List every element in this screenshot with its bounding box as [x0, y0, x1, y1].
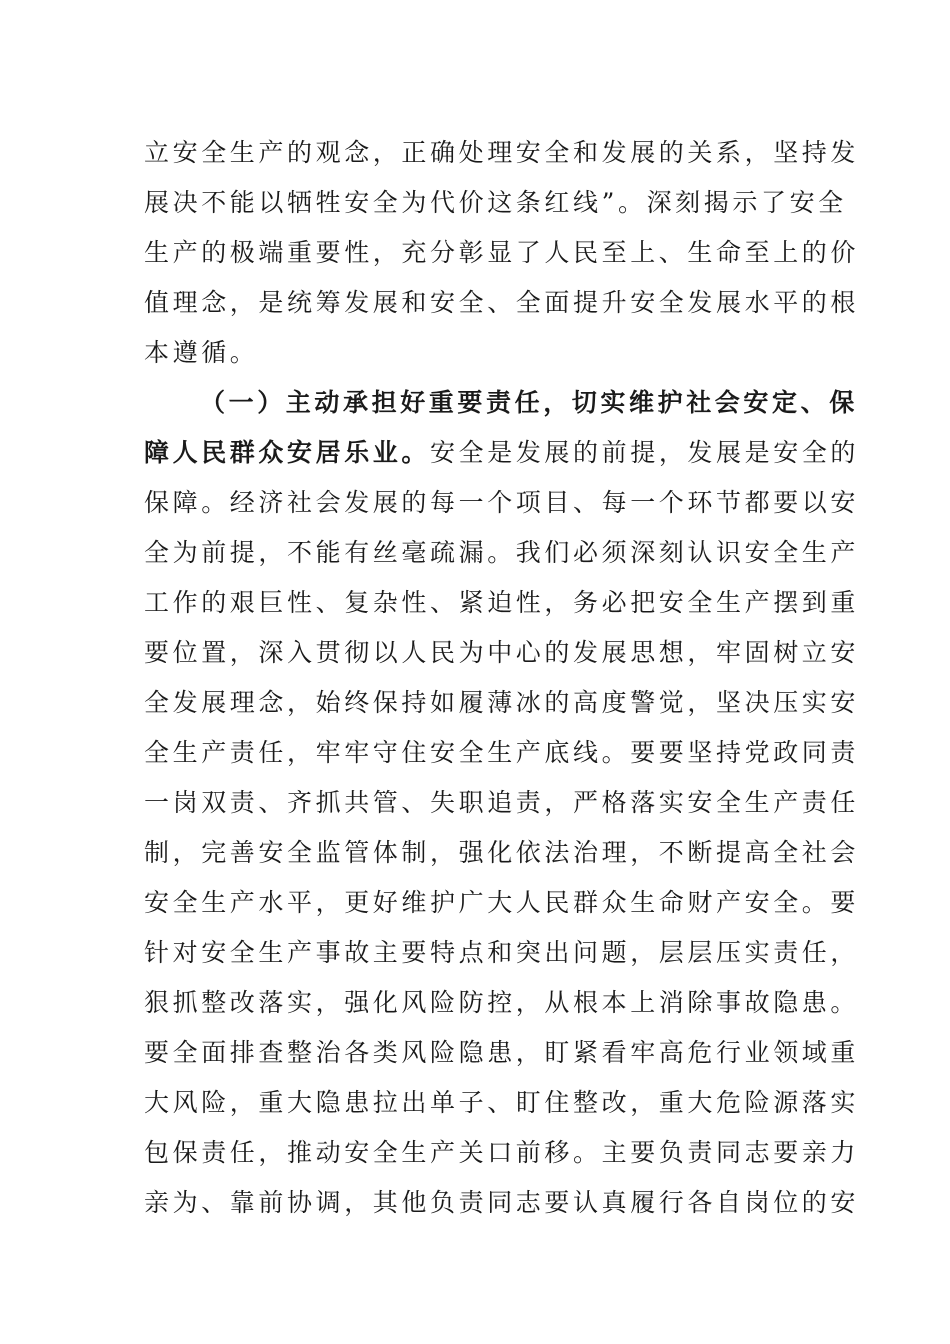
- para1-line-4: 值理念，是统筹发展和安全、全面提升安全发展水平的根: [144, 288, 860, 317]
- para2-line: 全发展理念，始终保持如履薄冰的高度警觉，坚决压实安: [144, 688, 860, 717]
- para2-line: 制，完善安全监管体制，强化依法治理，不断提高全社会: [144, 838, 860, 867]
- section-heading-line-2: 障人民群众安居乐业。: [144, 438, 431, 467]
- para2-line: 全生产责任，牢牢守住安全生产底线。要要坚持党政同责: [144, 738, 860, 767]
- para1-line-2: 展决不能以牺牲安全为代价这条红线”。深刻揭示了安全: [144, 188, 847, 217]
- para2-line: 安全生产水平，更好维护广大人民群众生命财产安全。要: [144, 888, 860, 917]
- para2-line: 要全面排查整治各类风险隐患，盯紧看牢高危行业领域重: [144, 1038, 860, 1067]
- para2-line: 针对安全生产事故主要特点和突出问题，层层压实责任，: [144, 938, 860, 967]
- para2-line-2: [144, 428, 860, 478]
- para2-line: 保障。经济社会发展的每一个项目、每一个环节都要以安: [144, 488, 860, 517]
- para1-line-3: 生产的极端重要性，充分彰显了人民至上、生命至上的价: [144, 238, 860, 267]
- para2-line: 工作的艰巨性、复杂性、紧迫性，务必把安全生产摆到重: [144, 588, 860, 617]
- para2-line: 一岗双责、齐抓共管、失职追责，严格落实安全生产责任: [144, 788, 860, 817]
- para2-line: 要位置，深入贯彻以人民为中心的发展思想，牢固树立安: [144, 638, 860, 667]
- para2-line: 亲为、靠前协调，其他负责同志要认真履行各自岗位的安: [144, 1188, 860, 1217]
- para1-line-1: 立安全生产的观念，正确处理安全和发展的关系，坚持发: [144, 138, 860, 167]
- para2-line: 大风险，重大隐患拉出单子、盯住整改，重大危险源落实: [144, 1088, 860, 1117]
- para2-line: 狠抓整改落实，强化风险防控，从根本上消除事故隐患。: [144, 988, 860, 1017]
- para2-line: 全为前提，不能有丝毫疏漏。我们必须深刻认识安全生产: [144, 538, 860, 567]
- para2-line-2-text: 安全是发展的前提，发展是安全的: [430, 438, 860, 467]
- section-heading-line-1: （一）主动承担好重要责任，切实维护社会安定、保: [200, 388, 858, 417]
- para2-line: 包保责任，推动安全生产关口前移。主要负责同志要亲力: [144, 1138, 860, 1167]
- para1-line-5: 本遵循。: [144, 338, 259, 367]
